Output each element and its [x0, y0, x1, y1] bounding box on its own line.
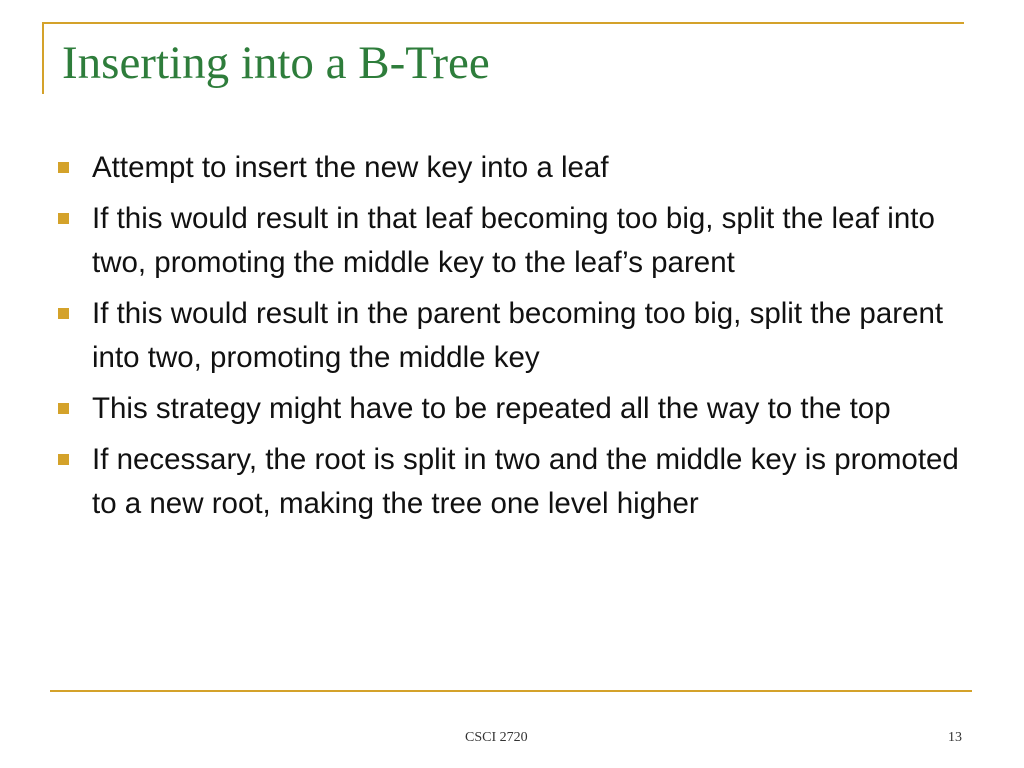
- title-frame-top-rule: [42, 22, 964, 24]
- bullet-item: [58, 292, 968, 380]
- bullet-item: [58, 197, 968, 285]
- footer-course-label: CSCI 2720: [465, 730, 528, 745]
- square-bullet-icon: [58, 162, 69, 173]
- bullet-text: Attempt to insert the new key into a leaf: [92, 151, 609, 184]
- footer-rule: [50, 690, 972, 692]
- bullet-list: [58, 146, 968, 533]
- bullet-item: [58, 438, 968, 526]
- slide-title: Inserting into a B-Tree: [62, 37, 490, 89]
- title-frame-left-rule: [42, 22, 44, 94]
- bullet-text: If this would result in that leaf becoming too big, split the leaf into two, promoting the middle key to the leaf’s parent: [92, 202, 935, 279]
- bullet-text: If necessary, the root is split in two and the middle key is promoted to a new root, making the tree one level higher: [92, 443, 959, 520]
- square-bullet-icon: [58, 403, 69, 414]
- square-bullet-icon: [58, 454, 69, 465]
- bullet-text: This strategy might have to be repeated all the way to the top: [92, 392, 891, 425]
- square-bullet-icon: [58, 213, 69, 224]
- square-bullet-icon: [58, 308, 69, 319]
- bullet-item: [58, 146, 968, 190]
- bullet-item: [58, 387, 968, 431]
- page-number: 13: [948, 730, 962, 745]
- bullet-text: If this would result in the parent becoming too big, split the parent into two, promoting the middle key: [92, 297, 944, 374]
